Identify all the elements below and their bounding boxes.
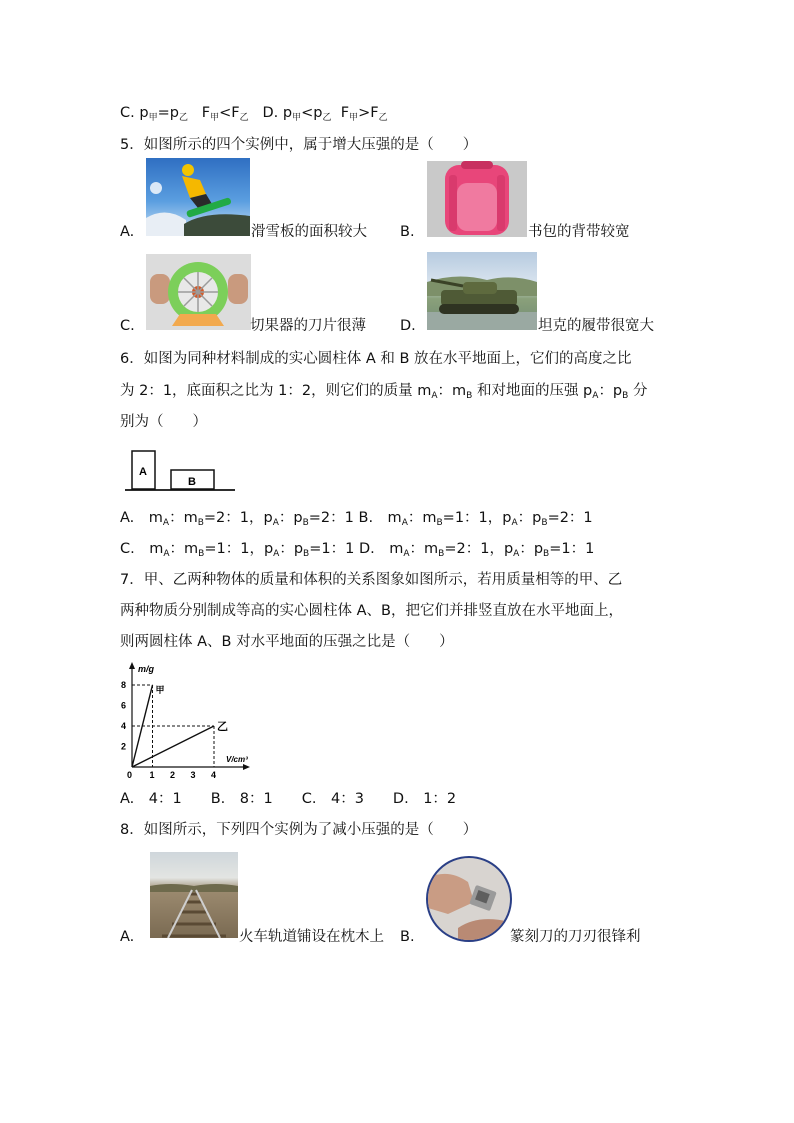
q5-option-b-text: 书包的背带较宽 [528, 224, 630, 240]
fruit-cutter-image [146, 254, 251, 330]
q5-option-b: B. [400, 224, 415, 240]
q6-stem-line2: 为 2：1，底面积之比为 1：2，则它们的质量 $m_A$：$m_B$ 和对地面的压强 $p_A$：$p_B$ 分 [120, 383, 648, 401]
q6-option-c: C. $m_A$：$m_B=1$：1，$p_A$：$p_B=1$：1 [120, 541, 355, 559]
cylinder-a-label: A [139, 466, 147, 478]
series-label-0: 甲 [155, 685, 165, 695]
q6-option-d: D. $m_A$：$m_B=2$：1，$p_A$：$p_B=1$：1 [358, 541, 595, 559]
y-axis-arrow [129, 662, 135, 669]
q6-options-cd [120, 539, 594, 564]
series-label-1: 乙 [217, 721, 228, 733]
q6-option-a: A. $m_A$：$m_B=2$：1，$p_A$：$p_B=2$：1 [120, 510, 354, 528]
x-axis-arrow [243, 764, 250, 770]
y-axis-label: m/g [138, 664, 155, 674]
q8-option-a-text: 火车轨道铺设在枕木上 [239, 929, 384, 945]
x-tick-label: 1 [149, 770, 155, 780]
cylinders-figure [125, 448, 237, 494]
q6-stem-line3: 别为（ ） [120, 414, 207, 430]
q5-option-d: D. [400, 318, 416, 334]
backpack-image [427, 161, 527, 237]
tank-image [427, 252, 537, 330]
q5-option-a: A. [120, 224, 135, 240]
q7-stem-line1: 7．甲、乙两种物体的质量和体积的关系图象如图所示，若用质量相等的甲、乙 [120, 572, 623, 588]
x-tick-label: 4 [211, 770, 217, 780]
x-tick-label: 2 [170, 770, 176, 780]
q8-option-a: A. [120, 929, 135, 945]
q5-option-d-text: 坦克的履带很宽大 [538, 318, 654, 334]
series-line-1 [132, 726, 214, 767]
cylinder-b-label: B [188, 476, 196, 488]
q5-option-a-text: 滑雪板的面积较大 [251, 224, 367, 240]
x-tick-label: 3 [190, 770, 196, 780]
q5-stem: 5．如图所示的四个实例中，属于增大压强的是（ ） [120, 137, 478, 153]
y-tick-label: 8 [121, 680, 127, 690]
q6-stem-line1: 6．如图为同种材料制成的实心圆柱体 A 和 B 放在水平地面上，它们的高度之比 [120, 351, 632, 367]
q4-option-c-d-line: C. $p_甲=p_乙$ $F_甲<F_乙$ D. $p_甲<p_乙$ $F_甲>F_乙$ [120, 105, 388, 123]
q8-option-b: B. [400, 929, 415, 945]
q7-options: A. 4：1 B. 8：1 C. 4：3 D. 1：2 [120, 791, 457, 807]
carving-knife-image [426, 856, 512, 942]
q7-stem-line2: 两种物质分别制成等高的实心圆柱体 A、B，把它们并排竖直放在水平地面上， [120, 603, 623, 619]
origin-tick: 0 [127, 770, 133, 780]
y-tick-label: 6 [121, 700, 127, 711]
q6-options-ab [120, 508, 593, 533]
q4-option-d-letter: D. [262, 105, 279, 121]
railway-image [150, 852, 238, 938]
q6-option-b: B. $m_A$：$m_B=1$：1，$p_A$：$p_B=2$：1 [358, 510, 593, 528]
y-tick-label: 2 [121, 741, 127, 752]
snowboarder-image [146, 158, 250, 236]
q7-stem-line3: 则两圆柱体 A、B 对水平地面的压强之比是（ ） [120, 634, 454, 650]
q5-option-c-text: 切果器的刀片很薄 [250, 318, 366, 334]
y-tick-label: 4 [121, 721, 127, 731]
q4-option-c-letter: C. [120, 105, 135, 121]
q5-option-c: C. [120, 318, 135, 334]
mass-volume-chart [118, 660, 256, 780]
q8-stem: 8．如图所示，下列四个实例为了减小压强的是（ ） [120, 822, 478, 838]
q8-option-b-text: 篆刻刀的刀刃很锋利 [510, 929, 641, 945]
x-axis-label: V/cm³ [226, 755, 248, 764]
